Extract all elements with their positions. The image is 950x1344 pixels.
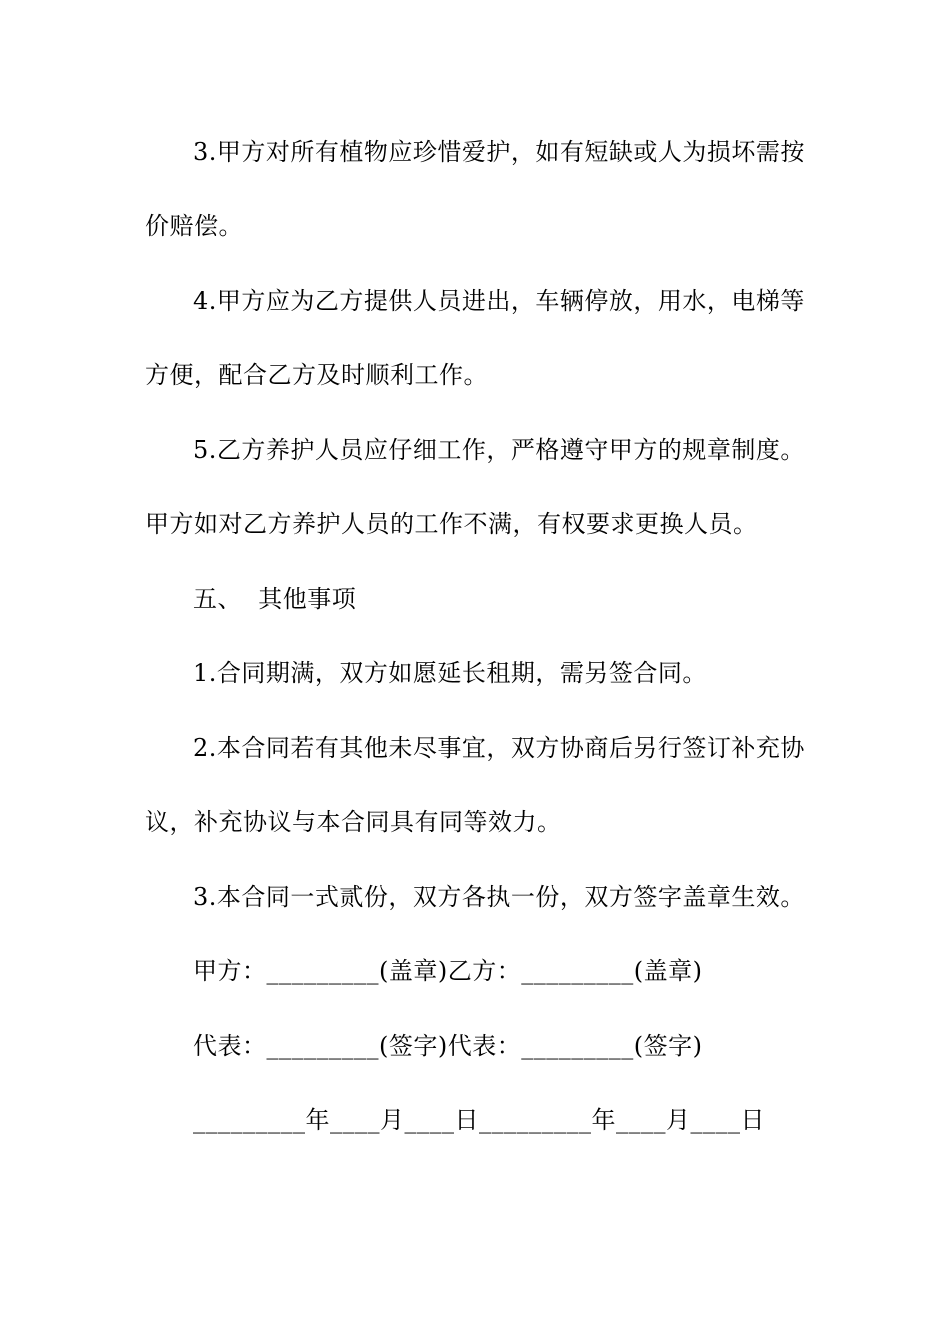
other-item-2-line-2: 议，补充协议与本合同具有同等效力。: [145, 808, 562, 836]
clause-4-line-2: 方便，配合乙方及时顺利工作。: [145, 361, 488, 389]
other-item-1: 1.合同期满，双方如愿延长租期，需另签合同。: [193, 659, 707, 687]
clause-3-line-2: 价赔偿。: [145, 212, 243, 240]
seal-line: 甲方：_________(盖章)乙方：_________(盖章): [193, 957, 703, 985]
clause-3-line-1: 3.甲方对所有植物应珍惜爱护，如有短缺或人为损坏需按: [193, 138, 805, 166]
other-item-3: 3.本合同一式贰份，双方各执一份，双方签字盖章生效。: [193, 883, 805, 911]
section-heading: 五、 其他事项: [193, 585, 357, 613]
signature-line: 代表：_________(签字)代表：_________(签字): [193, 1032, 703, 1060]
clause-4-line-1: 4.甲方应为乙方提供人员进出，车辆停放，用水，电梯等: [193, 287, 805, 315]
date-line: _________年____月____日_________年____月____日: [193, 1106, 765, 1134]
clause-5-line-2: 甲方如对乙方养护人员的工作不满，有权要求更换人员。: [145, 510, 758, 538]
clause-5-line-1: 5.乙方养护人员应仔细工作，严格遵守甲方的规章制度。: [193, 436, 805, 464]
other-item-2-line-1: 2.本合同若有其他未尽事宜，双方协商后另行签订补充协: [193, 734, 805, 762]
